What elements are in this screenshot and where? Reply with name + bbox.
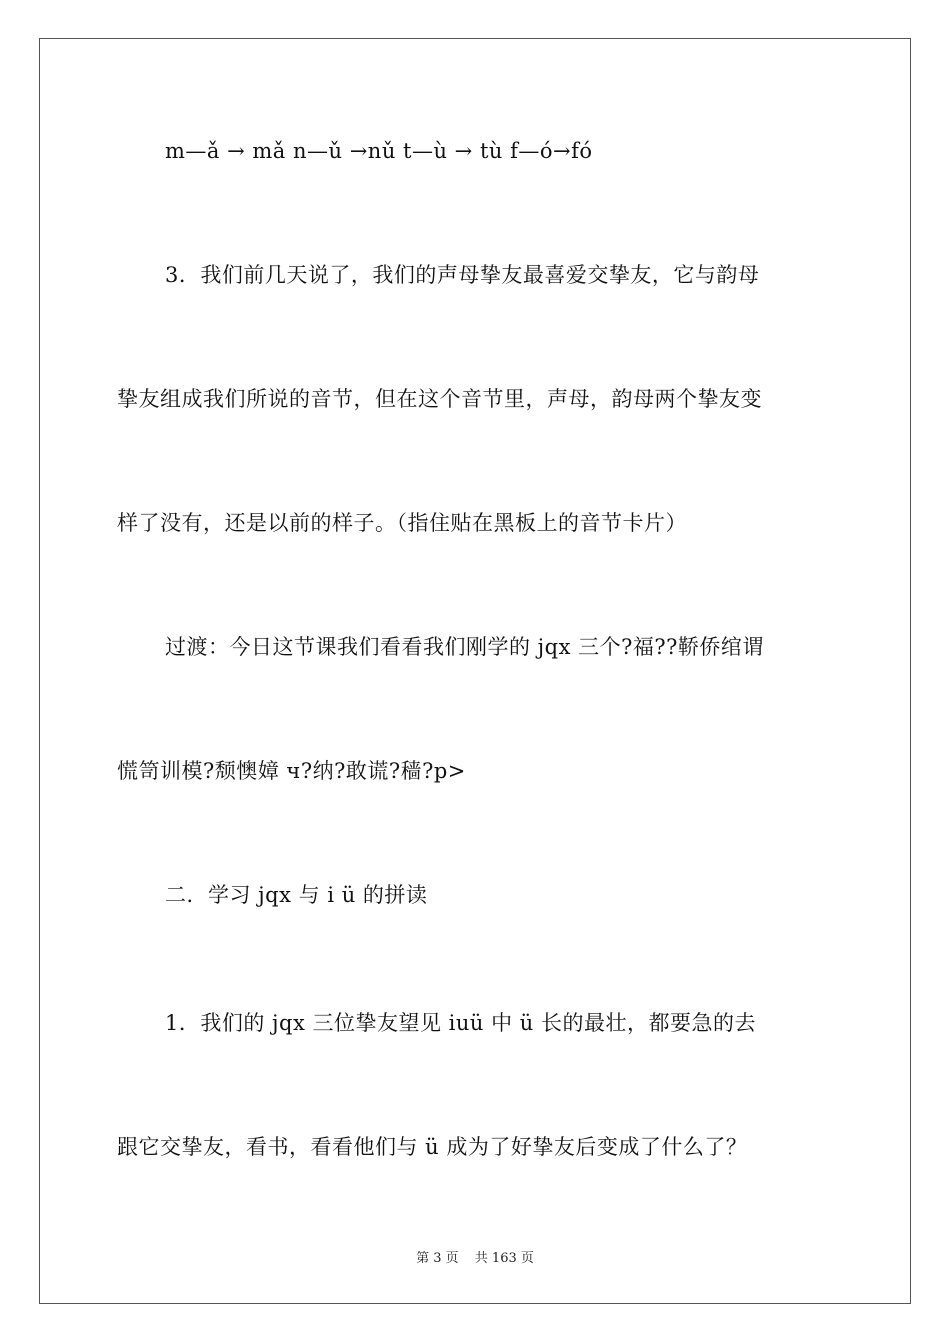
page-border <box>39 38 911 1304</box>
page-total: 共 163 页 <box>474 1251 534 1266</box>
paragraph-line: 挚友组成我们所说的音节，但在这个音节里，声母，韵母两个挚友变 <box>117 387 762 411</box>
paragraph-line: 1．我们的 jqx 三位挚友望见 iuü 中 ü 长的最壮，都要急的去 <box>165 1011 756 1035</box>
paragraph-line: 3．我们前几天说了，我们的声母挚友最喜爱交挚友，它与韵母 <box>165 263 760 287</box>
paragraph-line: 过渡：今日这节课我们看看我们刚学的 jqx 三个?福??鞒侨绾谓 <box>165 635 764 659</box>
paragraph-line: 跟它交挚友，看书，看看他们与 ü 成为了好挚友后变成了什么了？ <box>117 1135 748 1159</box>
page-footer <box>0 1247 950 1266</box>
paragraph-line: 慌笥训模?颓懊嫜 ч?纳?敢谎?穑?p> <box>117 759 466 783</box>
page-number: 第 3 页 <box>416 1251 459 1266</box>
section-heading: 二．学习 jqx 与 i ü 的拼读 <box>165 883 428 907</box>
paragraph-line: 样了没有，还是以前的样子。（指住贴在黑板上的音节卡片） <box>117 511 687 535</box>
pinyin-line: m—ǎ → mǎ n—ǔ →nǔ t—ù → tù f—ó→fó <box>165 139 593 163</box>
